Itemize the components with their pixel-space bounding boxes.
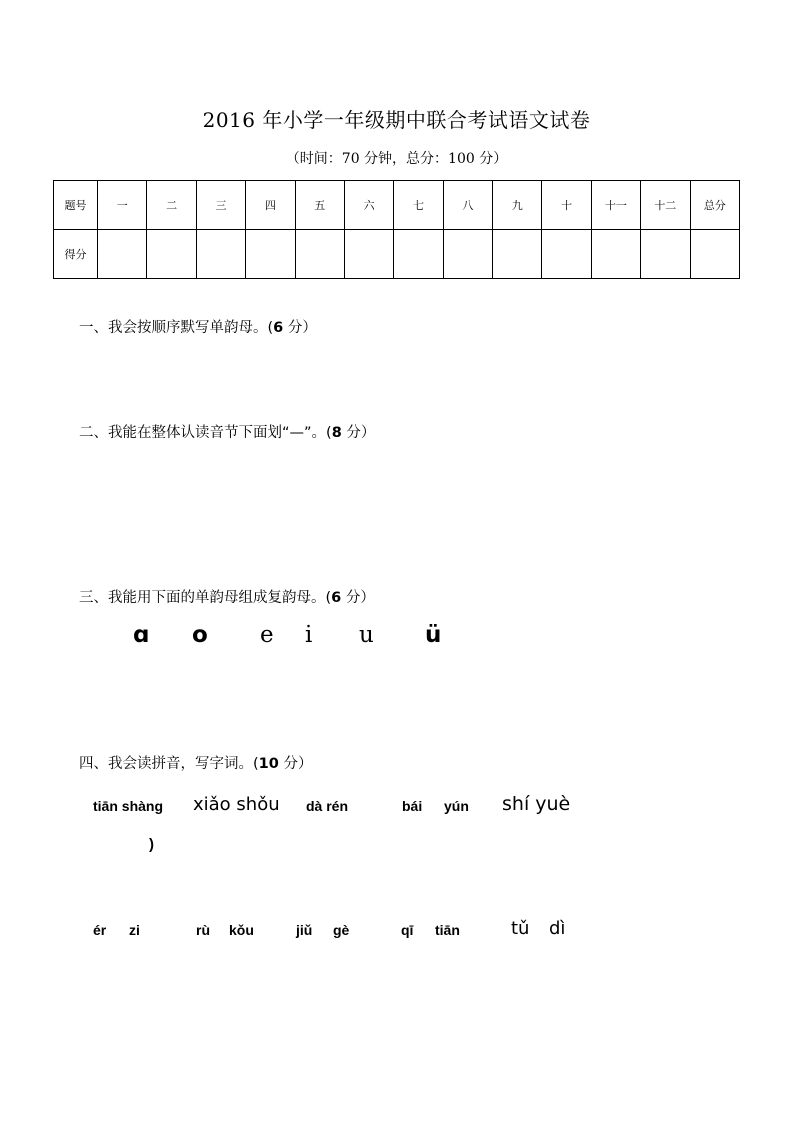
- score-input-cell[interactable]: [147, 230, 196, 279]
- section-2-heading: 二、我能在整体认读音节下面划“—”。(8 分）: [79, 425, 376, 441]
- score-input-cell[interactable]: [690, 230, 740, 279]
- section-1-heading: 一、我会按顺序默写单韵母。(6 分）: [79, 320, 317, 336]
- table-cell: 一: [98, 181, 147, 230]
- pinyin-syllable: gè: [333, 922, 350, 938]
- vowel-row: [0, 622, 793, 662]
- vowel-i: i: [305, 622, 313, 648]
- table-cell: 二: [147, 181, 196, 230]
- vowel-u-umlaut: ü: [425, 622, 442, 648]
- pinyin-syllable: zi: [129, 922, 140, 938]
- score-input-cell[interactable]: [295, 230, 344, 279]
- table-cell: 总分: [690, 181, 740, 230]
- score-input-cell[interactable]: [394, 230, 443, 279]
- score-input-cell[interactable]: [641, 230, 690, 279]
- table-cell: 十: [542, 181, 591, 230]
- score-table: [53, 180, 740, 279]
- score-input-cell[interactable]: [542, 230, 591, 279]
- table-cell: 七: [394, 181, 443, 230]
- score-input-cell[interactable]: [98, 230, 147, 279]
- pinyin-syllable: ér: [93, 922, 107, 938]
- table-cell: 六: [344, 181, 393, 230]
- answer-paren: ): [149, 836, 154, 853]
- table-cell: 八: [443, 181, 492, 230]
- table-cell: 五: [295, 181, 344, 230]
- pinyin-syllable: tǔ: [511, 918, 530, 939]
- score-input-cell[interactable]: [591, 230, 640, 279]
- pinyin-word: dà rén: [306, 798, 349, 814]
- table-cell: 题号: [54, 181, 98, 230]
- pinyin-syllable: dì: [549, 918, 566, 939]
- table-cell: 四: [246, 181, 295, 230]
- vowel-a: ɑ: [133, 622, 150, 648]
- section-3-heading: 三、我能用下面的单韵母组成复韵母。(6 分）: [79, 590, 375, 606]
- pinyin-word: xiǎo shǒu: [193, 794, 280, 815]
- table-cell: 三: [196, 181, 245, 230]
- score-table-header-row: [54, 181, 740, 230]
- table-cell: 十二: [641, 181, 690, 230]
- pinyin-word: yún: [444, 798, 469, 814]
- vowel-e: e: [260, 622, 274, 648]
- score-input-cell[interactable]: [493, 230, 542, 279]
- table-cell: 十一: [591, 181, 640, 230]
- pinyin-syllable: jiǔ: [296, 922, 313, 938]
- score-input-cell[interactable]: [443, 230, 492, 279]
- score-input-cell[interactable]: [246, 230, 295, 279]
- section-4-heading: 四、我会读拼音，写字词。(10 分）: [79, 756, 313, 772]
- pinyin-syllable: kǒu: [229, 922, 254, 938]
- pinyin-word: shí yuè: [502, 793, 571, 815]
- score-table-score-row: [54, 230, 740, 279]
- exam-title: 2016 年小学一年级期中联合考试语文试卷: [202, 108, 591, 132]
- table-cell: 九: [493, 181, 542, 230]
- exam-subtitle: （时间：70 分钟，总分：100 分）: [285, 151, 508, 167]
- pinyin-syllable: rù: [196, 922, 210, 938]
- vowel-o: o: [192, 622, 208, 648]
- score-input-cell[interactable]: [196, 230, 245, 279]
- score-input-cell[interactable]: [344, 230, 393, 279]
- pinyin-word: bái: [402, 798, 423, 814]
- pinyin-syllable: tiān: [435, 922, 460, 938]
- table-cell: 得分: [54, 230, 98, 279]
- pinyin-syllable: qī: [401, 922, 414, 938]
- vowel-u: u: [359, 622, 374, 648]
- pinyin-word: tiān shàng: [93, 798, 164, 814]
